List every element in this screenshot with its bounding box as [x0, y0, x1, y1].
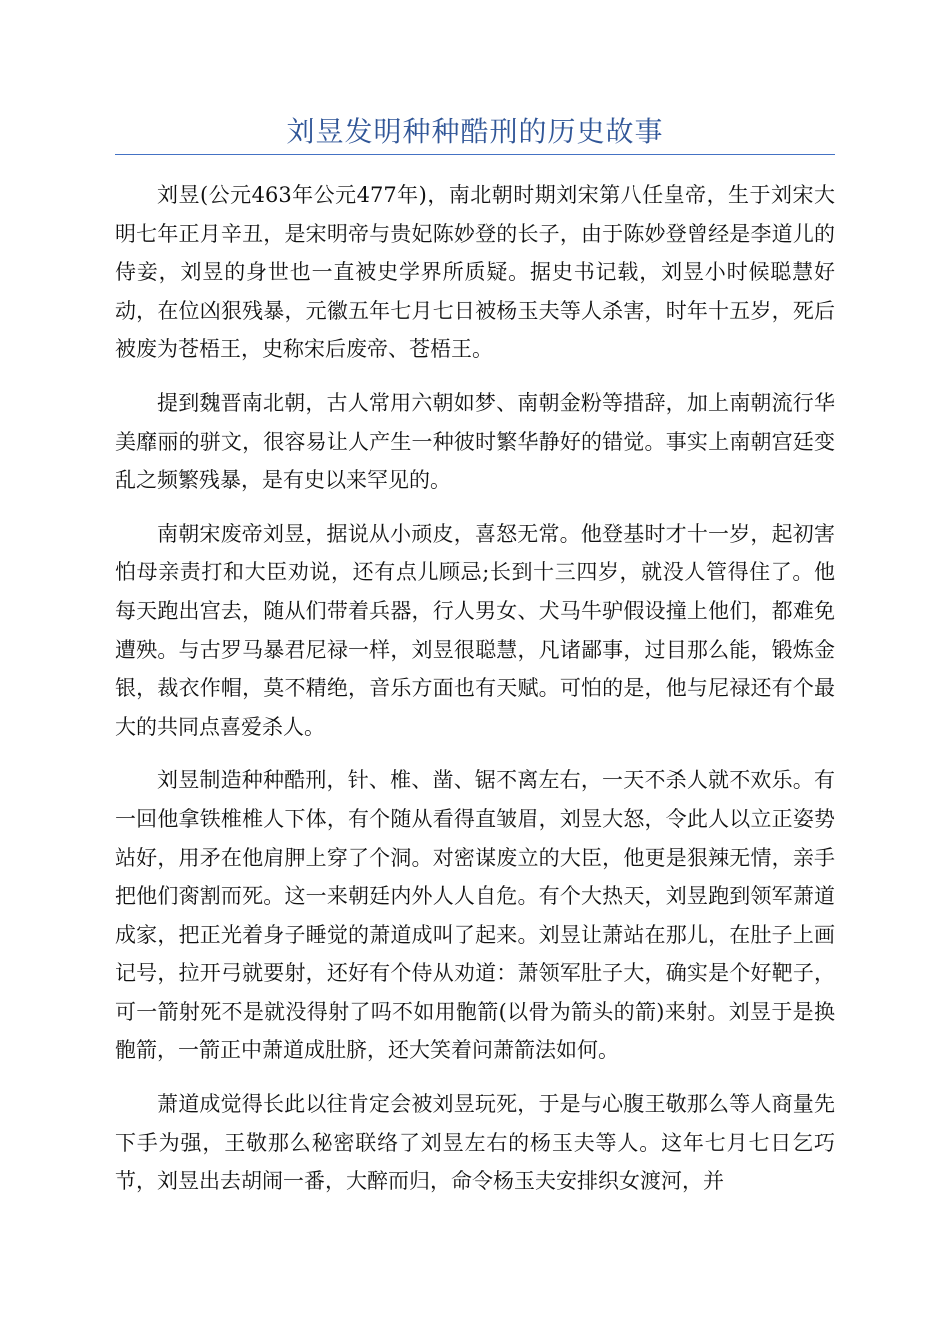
document-body	[115, 176, 835, 1216]
paragraph-5: 萧道成觉得长此以往肯定会被刘昱玩死，于是与心腹王敬那么等人商量先下手为强，王敬那么秘密联络了刘昱左右的杨玉夫等人。这年七月七日乞巧节，刘昱出去胡闹一番，大醉而归，命令杨玉夫安排织女渡河，并	[115, 1092, 835, 1194]
document-title: 刘昱发明种种酷刑的历史故事	[286, 115, 664, 148]
paragraph-2: 提到魏晋南北朝，古人常用六朝如梦、南朝金粉等措辞，加上南朝流行华美靡丽的骈文，很容易让人产生一种彼时繁华静好的错觉。事实上南朝宫廷变乱之频繁残暴，是有史以来罕见的。	[115, 390, 835, 493]
paragraph-3: 南朝宋废帝刘昱，据说从小顽皮，喜怒无常。他登基时才十一岁，起初害怕母亲责打和大臣劝说，还有点儿顾忌;长到十三四岁，就没人管得住了。他每天跑出宫去，随从们带着兵器，行人男女、犬马牛驴假设撞上他们，都难免遭殃。与古罗马暴君尼禄一样，刘昱很聪慧，凡诸鄙事，过目那么能，锻炼金银，裁衣作帽，莫不精绝，音乐方面也有天赋。可怕的是，他与尼禄还有个最大的共同点喜爱杀人。	[115, 521, 835, 739]
title-underline	[115, 154, 835, 155]
paragraph-1: 刘昱(公元463年公元477年)，南北朝时期刘宋第八任皇帝，生于刘宋大明七年正月辛丑，是宋明帝与贵妃陈妙登的长子，由于陈妙登曾经是李道儿的侍妾，刘昱的身世也一直被史学界所质疑。据史书记载，刘昱小时候聪慧好动，在位凶狠残暴，元徽五年七月七日被杨玉夫等人杀害，时年十五岁，死后被废为苍梧王，史称宋后废帝、苍梧王。	[115, 183, 835, 362]
paragraph-4: 刘昱制造种种酷刑，针、椎、凿、锯不离左右，一天不杀人就不欢乐。有一回他拿铁椎椎人下体，有个随从看得直皱眉，刘昱大怒，令此人以立正姿势站好，用矛在他肩胛上穿了个洞。对密谋废立的大臣，他更是狠辣无情，亲手把他们脔割而死。这一来朝廷内外人人自危。有个大热天，刘昱跑到领军萧道成家，把正光着身子睡觉的萧道成叫了起来。刘昱让萧站在那儿，在肚子上画记号，拉开弓就要射，还好有个侍从劝道：萧领军肚子大，确实是个好靶子，可一箭射死不是就没得射了吗不如用骲箭(以骨为箭头的箭)来射。刘昱于是换骲箭，一箭正中萧道成肚脐，还大笑着问萧箭法如何。	[115, 768, 835, 1063]
